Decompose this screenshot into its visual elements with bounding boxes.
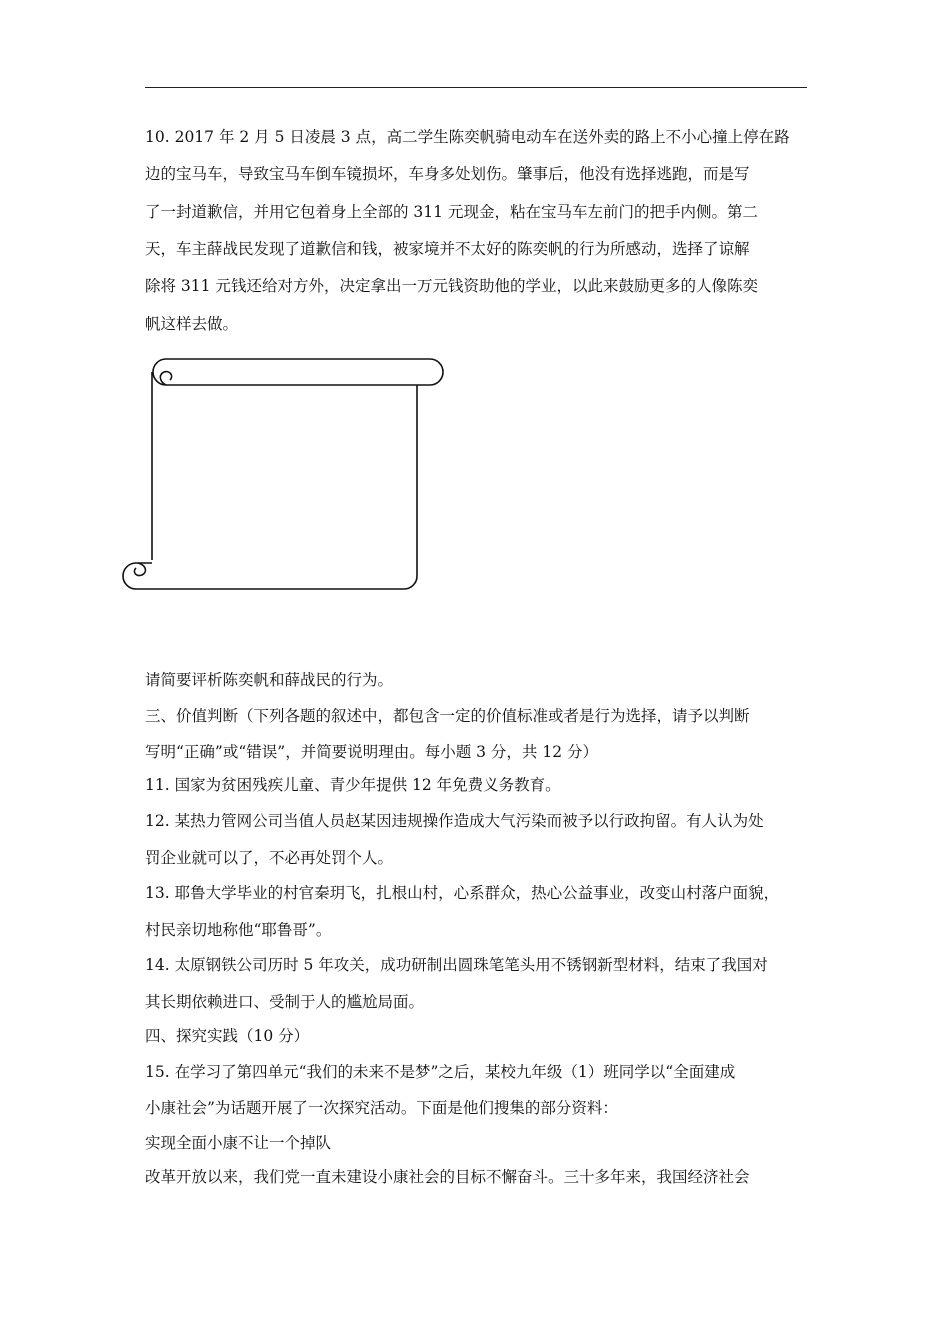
q12-line-1: 12. 某热力管网公司当值人员赵某因违规操作造成大气污染而被予以行政拘留。有人认为处	[145, 812, 764, 830]
q10-line-4: 天，车主薛战民发现了道歉信和钱，被家境并不太好的陈奕帆的行为所感动，选择了谅解	[145, 240, 750, 258]
q13-line-2: 村民亲切地称他“耶鲁哥”。	[145, 921, 332, 939]
q10-prompt: 请简要评析陈奕帆和薛战民的行为。	[145, 671, 394, 689]
q10-line-3: 了一封道歉信，并用它包着身上全部的 311 元现金，粘在宝马车左前门的把手内侧。第二	[145, 203, 758, 221]
section3-heading-2: 写明“正确”或“错误”，并简要说明理由。每小题 3 分，共 12 分）	[145, 743, 598, 761]
q11: 11. 国家为贫困残疾儿童、青少年提供 12 年免费义务教育。	[145, 776, 561, 794]
q13-line-1: 13. 耶鲁大学毕业的村官秦玥飞，扎根山村，心系群众，热心公益事业，改变山村落户面貌，	[145, 884, 780, 902]
material-text: 改革开放以来，我们党一直未建设小康社会的目标不懈奋斗。三十多年来，我国经济社会	[145, 1168, 750, 1186]
material-title: 实现全面小康不让一个掉队	[145, 1134, 332, 1152]
q12-line-2: 罚企业就可以了，不必再处罚个人。	[145, 849, 394, 867]
q10-line-2: 边的宝马车，导致宝马车倒车镜损坏，车身多处划伤。肇事后，他没有选择逃跑，而是写	[145, 165, 750, 183]
scroll-illustration	[118, 350, 458, 600]
section4-heading: 四、探究实践（10 分）	[145, 1027, 310, 1045]
q14-line-2: 其长期依赖进口、受制于人的尴尬局面。	[145, 993, 425, 1011]
section3-heading-1: 三、价值判断（下列各题的叙述中，都包含一定的价值标准或者是行为选择，请予以判断	[145, 707, 750, 725]
q15-line-1: 15. 在学习了第四单元“我们的未来不是梦”之后，某校九年级（1）班同学以“全面建成	[145, 1063, 736, 1081]
header-rule	[145, 87, 807, 88]
q14-line-1: 14. 太原钢铁公司历时 5 年攻关，成功研制出圆珠笔笔头用不锈钢新型材料，结束了我国对	[145, 956, 768, 974]
q10-line-5: 除将 311 元钱还给对方外，决定拿出一万元钱资助他的学业，以此来鼓励更多的人像陈奕	[145, 277, 758, 295]
q10-line-1: 10. 2017 年 2 月 5 日凌晨 3 点，高二学生陈奕帆骑电动车在送外卖的路上不小心撞上停在路	[145, 128, 790, 146]
q15-line-2: 小康社会”为话题开展了一次探究活动。下面是他们搜集的部分资料：	[145, 1099, 618, 1117]
q10-line-6: 帆这样去做。	[145, 315, 239, 333]
